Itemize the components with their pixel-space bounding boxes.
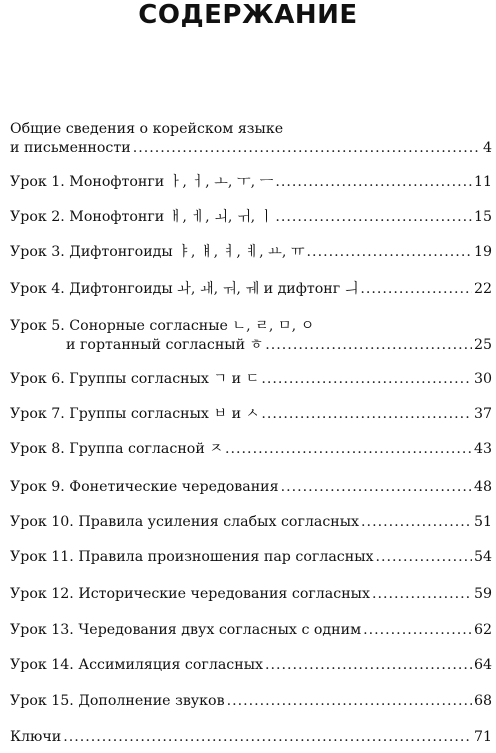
toc-entry-page: 43: [473, 441, 492, 457]
toc-entry-lesson-9[interactable]: [10, 478, 492, 497]
toc-entry-title: Урок 12. Исторические чередования согласных: [10, 586, 370, 602]
toc-entry-lesson-11[interactable]: [10, 548, 492, 567]
page-title: СОДЕРЖАНИЕ: [138, 0, 358, 30]
toc-entry-page: 4: [482, 140, 492, 156]
toc-entry-title: Урок 9. Фонетические чередования: [10, 479, 279, 495]
leader-dots: [261, 370, 472, 389]
toc-entry-page: 37: [473, 406, 492, 422]
toc-entry-page: 71: [473, 729, 492, 745]
toc-entry-page: 62: [473, 622, 492, 638]
toc-entry-title: Урок 11. Правила произношения пар согласных: [10, 549, 374, 565]
toc-entry-title: Урок 3. Дифтонгоиды ㅑ, ㅒ, ㅕ, ㅖ, ㅛ, ㅠ: [10, 244, 305, 260]
toc-entry-lesson-4[interactable]: [10, 280, 492, 299]
leader-dots: [372, 585, 472, 604]
toc-entry-general-info[interactable]: [10, 120, 492, 158]
toc-entry-page: 30: [473, 371, 492, 387]
toc-entry-title: Урок 4. Дифтонгоиды ㅘ, ㅙ, ㅝ, ㅞ и дифтонг ㅢ: [10, 281, 359, 297]
toc-entry-lesson-12[interactable]: [10, 585, 492, 604]
toc-entry-title: Урок 10. Правила усиления слабых согласных: [10, 514, 360, 530]
toc-entry-page: 48: [473, 479, 492, 495]
toc-entry-page: 11: [473, 174, 492, 190]
leader-dots: [265, 336, 472, 355]
toc-entry-title: Урок 6. Группы согласных ㄱ и ㄷ: [10, 371, 260, 387]
leader-dots: [225, 440, 472, 459]
toc-entry-lesson-3[interactable]: [10, 243, 492, 262]
toc-entry-title: Урок 7. Группы согласных ㅂ и ㅅ: [10, 406, 260, 422]
toc-entry-lesson-2[interactable]: [10, 208, 492, 227]
toc-entry-title-line2: и письменности: [10, 140, 131, 156]
toc-entry-answers[interactable]: [10, 728, 492, 747]
toc-entry-page: 25: [473, 337, 492, 353]
leader-dots: [275, 173, 472, 192]
toc-entry-title: Ключи: [10, 729, 62, 745]
toc-entry-title-line2: и гортанный согласный ㅎ: [66, 337, 264, 353]
toc-entry-title: Урок 2. Монофтонги ㅐ, ㅔ, ㅚ, ㅟ, ㅣ: [10, 209, 274, 225]
leader-dots: [227, 692, 472, 711]
leader-dots: [307, 243, 472, 262]
toc-entry-title: Урок 13. Чередования двух согласных с одним: [10, 622, 362, 638]
toc-entry-title: Урок 8. Группа согласной ㅈ: [10, 441, 224, 457]
leader-dots: [376, 548, 472, 567]
toc-entry-page: 51: [473, 514, 492, 530]
toc-entry-title: Урок 1. Монофтонги ㅏ, ㅓ, ㅗ, ㅜ, ㅡ: [10, 174, 274, 190]
toc-entry-lesson-10[interactable]: [10, 513, 492, 532]
toc-entry-page: 68: [473, 693, 492, 709]
toc-entry-title-line1: Урок 5. Сонорные согласные ㄴ, ㄹ, ㅁ, ㅇ: [10, 318, 315, 334]
leader-dots: [133, 139, 481, 158]
leader-dots: [261, 405, 472, 424]
toc-entry-page: 54: [473, 549, 492, 565]
toc-entry-lesson-7[interactable]: [10, 405, 492, 424]
toc-entry-lesson-5[interactable]: [10, 317, 492, 355]
toc-entry-page: 59: [473, 586, 492, 602]
leader-dots: [265, 656, 472, 675]
toc-entry-lesson-6[interactable]: [10, 370, 492, 389]
toc-entry-page: 15: [473, 209, 492, 225]
leader-dots: [361, 513, 472, 532]
toc-entry-lesson-8[interactable]: [10, 440, 492, 459]
leader-dots: [363, 621, 472, 640]
toc-entry-lesson-1[interactable]: [10, 173, 492, 192]
toc-entry-title: Урок 15. Дополнение звуков: [10, 693, 225, 709]
leader-dots: [63, 728, 472, 747]
toc-entry-page: 22: [473, 281, 492, 297]
toc-entry-page: 19: [473, 244, 492, 260]
leader-dots: [275, 208, 472, 227]
toc-entry-lesson-14[interactable]: [10, 656, 492, 675]
toc-entry-title: Урок 14. Ассимиляция согласных: [10, 657, 263, 673]
leader-dots: [360, 280, 472, 299]
leader-dots: [281, 478, 472, 497]
toc-entry-title-line1: Общие сведения о корейском языке: [10, 121, 284, 137]
toc-entry-lesson-15[interactable]: [10, 692, 492, 711]
toc-entry-lesson-13[interactable]: [10, 621, 492, 640]
toc-entry-page: 64: [473, 657, 492, 673]
